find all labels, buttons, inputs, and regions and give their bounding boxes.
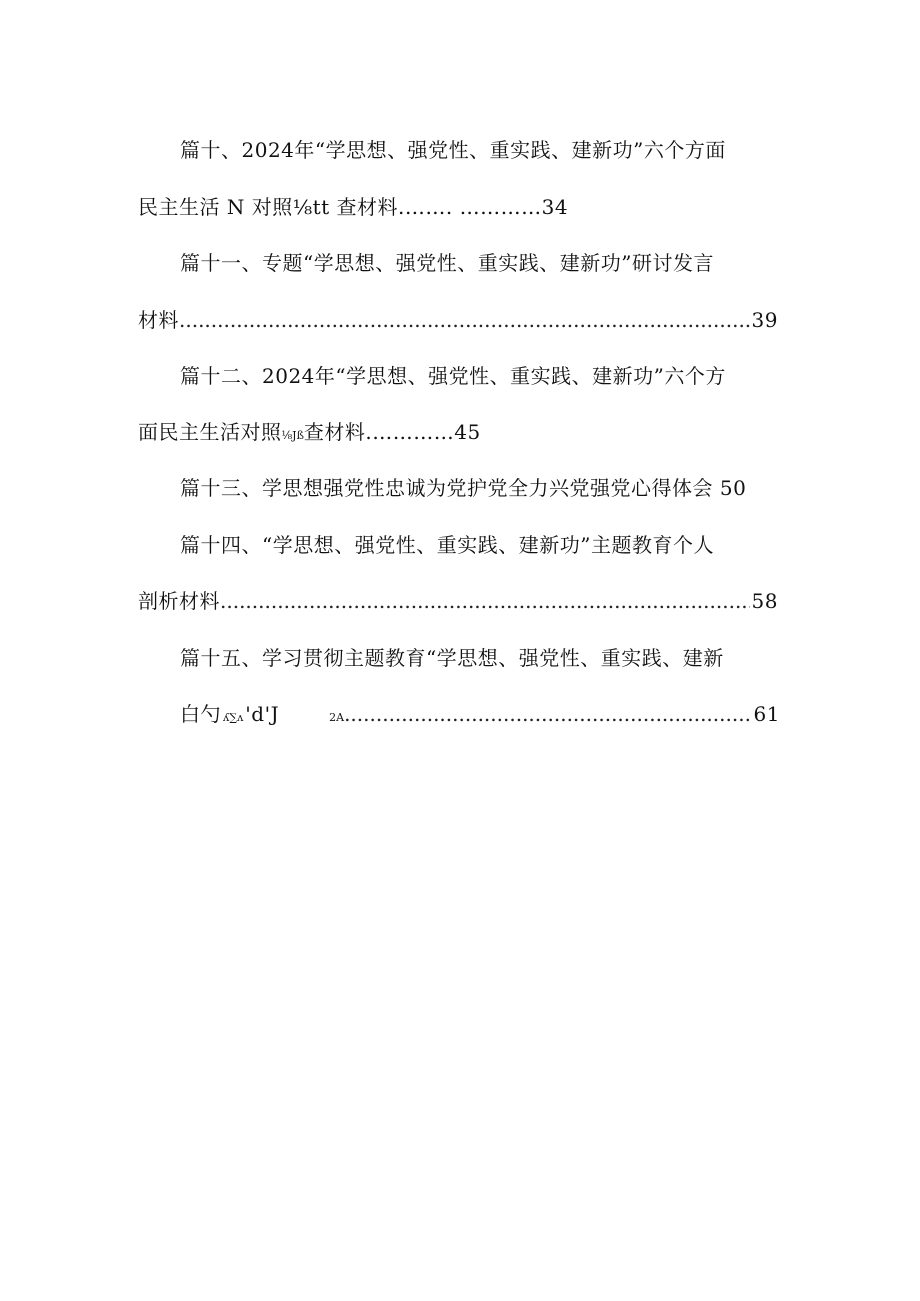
toc-entry-12-garbled: ⅛Jß xyxy=(281,429,304,442)
toc-entry-15-line1: 篇十五、学习贯彻主题教育“学思想、强党性、重实践、建新 xyxy=(180,646,724,670)
toc-entry-15-page: 61 xyxy=(753,702,780,726)
toc-entry-14-page: 58 xyxy=(751,589,778,613)
toc-entry-12-text-c: 查材料.…………45 xyxy=(303,420,481,444)
toc-entry-11-line2 xyxy=(138,303,778,337)
toc-entry-12-line2 xyxy=(138,415,778,449)
toc-entry-14-line1: 篇十四、“学思想、强党性、重实践、建新功”主题教育个人 xyxy=(180,533,714,557)
toc-entry-15-garbled-1: ʎ∑ʌ xyxy=(223,711,244,724)
dot-leader xyxy=(344,697,751,731)
toc-entry-13-line1: 篇十三、学思想强党性忠诚为党护党全力兴党强党心得体会 50 xyxy=(180,476,747,500)
dot-leader xyxy=(220,584,750,618)
toc-entry-11-page: 39 xyxy=(751,308,778,332)
toc-entry-14-text: 剖析材料 xyxy=(138,589,220,613)
toc-entry-15-line2 xyxy=(180,697,780,731)
toc-entry-15-text-a: 白勺 xyxy=(180,702,221,726)
toc-entry-12-line1: 篇十二、2024年“学思想、强党性、重实践、建新功”六个方 xyxy=(180,364,726,388)
toc-entry-12-text-a: 面民主生活对照 xyxy=(138,420,282,444)
toc-entry-15-text-c: 'd'J xyxy=(245,702,280,726)
toc-entry-15-garbled-2: 2A xyxy=(329,711,345,724)
toc-entry-10-line2: 民主生活 N 对照⅛tt 查材料.……. …………34 xyxy=(138,195,569,219)
toc-entry-10-line1: 篇十、2024年“学思想、强党性、重实践、建新功”六个方面 xyxy=(180,138,726,162)
dot-leader xyxy=(179,303,750,337)
toc-entry-14-line2 xyxy=(138,584,778,618)
toc-entry-11-text: 材料 xyxy=(138,308,179,332)
toc-entry-11-line1: 篇十一、专题“学思想、强党性、重实践、建新功”研讨发言 xyxy=(180,251,714,275)
